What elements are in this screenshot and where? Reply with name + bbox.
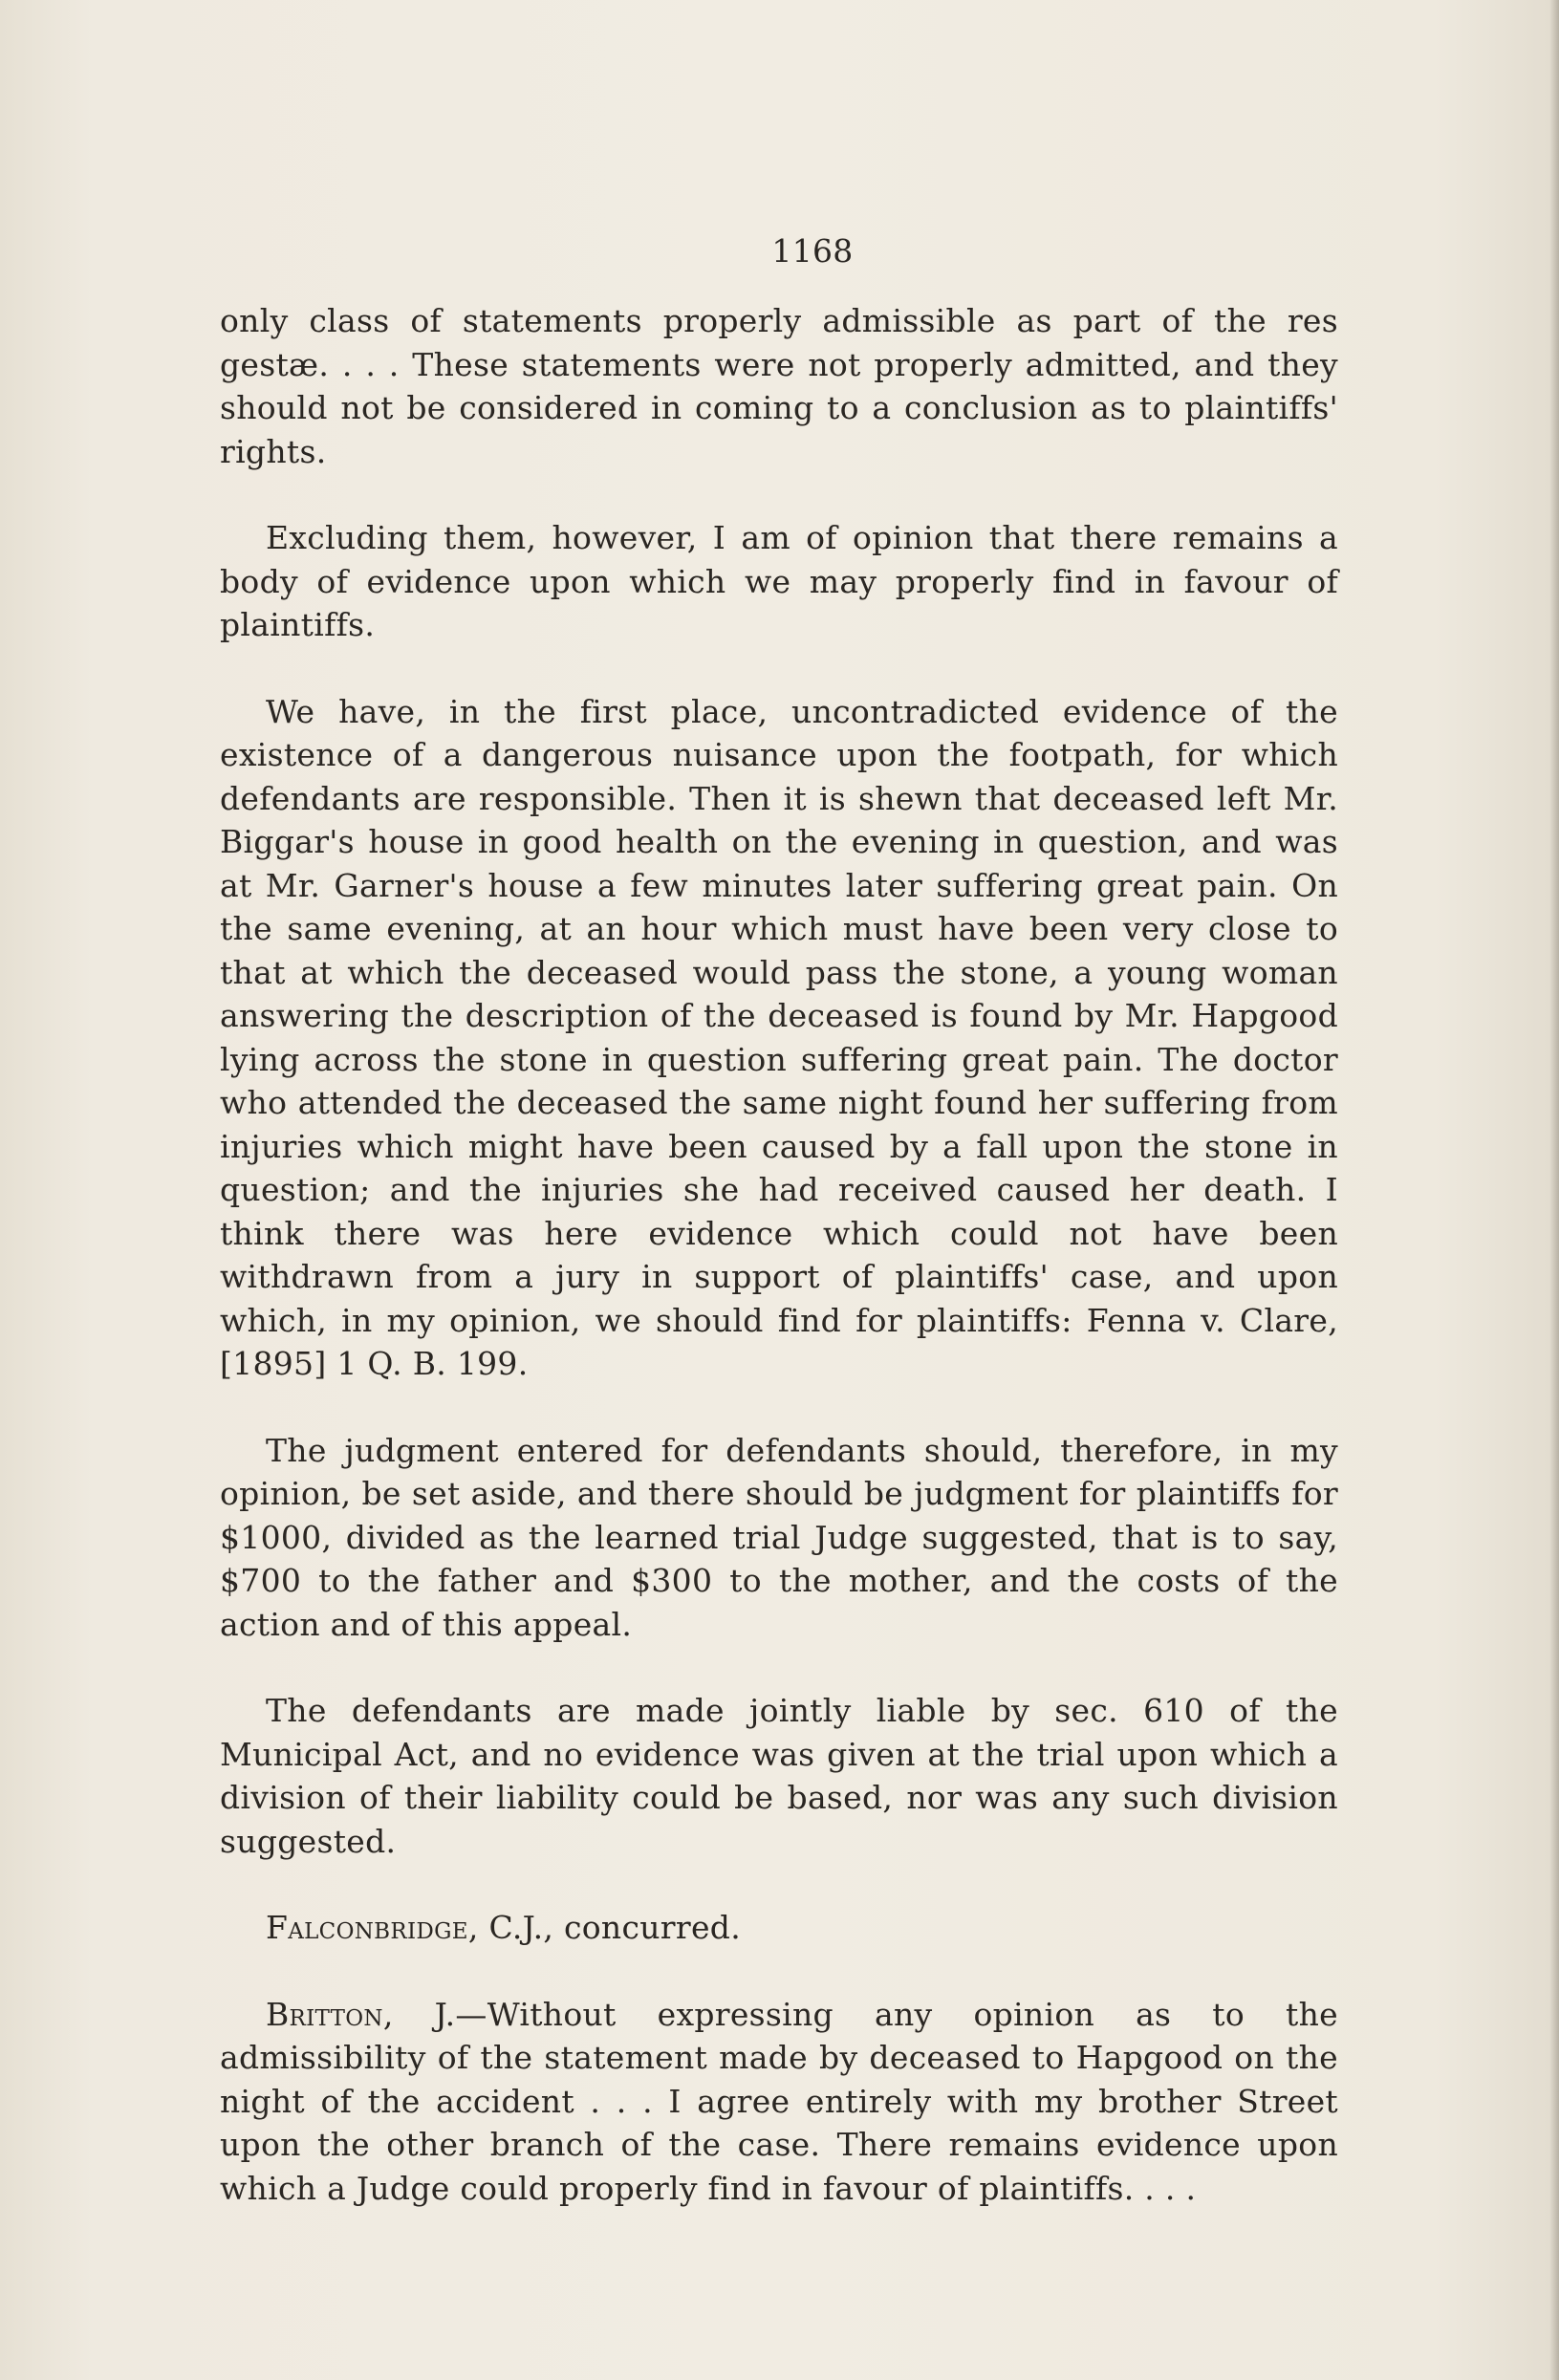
- judge-name-britton: Britton: [266, 1995, 383, 2033]
- paragraph-britton: [220, 1993, 1338, 2211]
- paragraph-liability: The defendants are made jointly liable by sec. 610 of the Municipal Act, and no evidence was given at the trial upon which a division of their liability could be based, nor was any such division suggested.: [220, 1692, 1338, 1860]
- page-edge-shadow: [1549, 0, 1559, 2380]
- text-body: [220, 229, 1338, 2253]
- paragraph-falconbridge: [220, 1906, 1338, 1950]
- paragraph-continuation: only class of statements properly admissible as part of the res gestæ. . . . These statements were not properly admitted, and they should not be considered in coming to a conclusion as to plaintiffs' rights.: [220, 302, 1338, 470]
- paragraph-evidence: We have, in the first place, uncontradicted evidence of the existence of a dangerous nuisance upon the footpath, for which defendants are responsible. Then it is shewn that deceased left Mr. Biggar's house in good health on the evening in question, and was at Mr. Garner's house a few minutes later suffering great pain. On the same evening, at an hour which must have been very close to that at which the deceased would pass the stone, a young woman answering the description of the deceased is found by Mr. Hapgood lying across the stone in question suffering great pain. The doctor who attended the deceased the same night found her suffering from injuries which might have been caused by a fall upon the stone in question; and the injuries she had received caused her death. I think there was here evidence which could not have been withdrawn from a jury in support of plaintiffs' case, and upon which, in my opinion, we should find for plaintiffs: Fenna v. Clare, [1895] 1 Q. B. 199.: [220, 692, 1338, 1382]
- paragraph-excluding: Excluding them, however, I am of opinion that there remains a body of evidence upon which we may properly find in favour of plaintiffs.: [220, 519, 1338, 643]
- falconbridge-text: , C.J., concurred.: [467, 1909, 741, 1946]
- paragraph-judgment: The judgment entered for defendants should, therefore, in my opinion, be set aside, and there should be judgment for plaintiffs for $1000, divided as the learned trial Judge suggested, that is to say, $700 to the father and $300 to the mother, and the costs of the action and of this appeal.: [220, 1431, 1338, 1643]
- judge-name-falconbridge: Falconbridge: [266, 1909, 468, 1946]
- britton-text: , J.—Without expressing any opinion as to the admissibility of the statement made by deceased to Hapgood on the night of the accident . . . I agree entirely with my brother Street upon the other branch of the case. There remains evidence upon which a Judge could properly find in favour of plaintiffs. . . .: [220, 1995, 1338, 2207]
- page-number: 1168: [771, 232, 854, 270]
